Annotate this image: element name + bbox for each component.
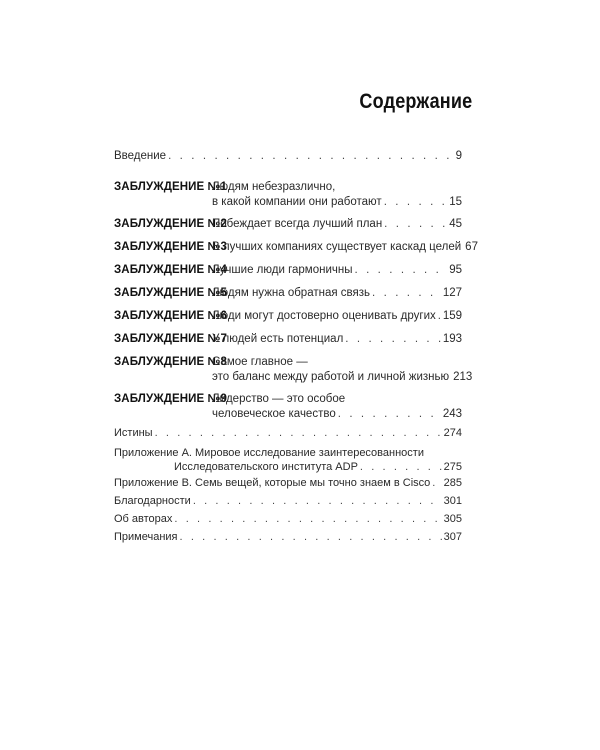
myth-label: ЗАБЛУЖДЕНИЕ №3	[114, 241, 228, 253]
entry-page-number: 213	[453, 370, 473, 383]
entry-page-number: 285	[443, 477, 462, 489]
leader-dots	[155, 427, 442, 440]
toc-entry-myth-7[interactable]	[212, 332, 462, 347]
leader-dots	[438, 309, 441, 324]
entry-title-line-1: Приложение А. Мировое исследование заинтересованности	[114, 447, 424, 459]
entry-title: В лучших компаниях существует каскад целей	[212, 241, 462, 253]
entry-page-number: 95	[449, 264, 462, 276]
toc-entry-notes[interactable]	[114, 531, 462, 544]
entry-page-number: 45	[449, 218, 462, 230]
entry-page-number: 127	[442, 287, 462, 299]
myth-label: ЗАБЛУЖДЕНИЕ №9	[114, 393, 228, 405]
entry-title-line-1: Самое главное —	[212, 356, 308, 368]
myth-label: ЗАБЛУЖДЕНИЕ №8	[114, 356, 228, 368]
toc-entry-myth-6[interactable]	[212, 309, 462, 324]
leader-dots	[174, 513, 441, 526]
entry-title: Лучшие люди гармоничны	[212, 264, 353, 276]
toc-entry-appendix-a[interactable]	[114, 446, 462, 474]
entry-label: Примечания	[114, 531, 178, 543]
leader-dots	[384, 195, 448, 210]
myth-label: ЗАБЛУЖДЕНИЕ №1	[114, 181, 228, 193]
toc-entry-myth-3[interactable]	[212, 240, 478, 255]
entry-page-number: 193	[442, 333, 462, 345]
toc-entry-appendix-b[interactable]	[114, 477, 462, 490]
toc-entry-myth-4[interactable]	[212, 263, 462, 278]
entry-title-line-2: Исследовательского института ADP	[174, 461, 358, 473]
toc-title: Содержание	[359, 90, 472, 113]
toc-entry-myth-1[interactable]	[212, 180, 462, 209]
toc-entry-truths[interactable]	[114, 427, 462, 440]
leader-dots	[372, 286, 441, 301]
entry-page-number: 67	[465, 241, 478, 253]
entry-label: Истины	[114, 427, 153, 439]
entry-title: Побеждает всегда лучший план	[212, 218, 383, 230]
toc-entry-thanks[interactable]	[114, 495, 462, 508]
myth-label: ЗАБЛУЖДЕНИЕ №5	[114, 287, 228, 299]
leader-dots	[345, 332, 441, 347]
toc-entry-myth-2[interactable]	[212, 217, 462, 232]
entry-label: Об авторах	[114, 513, 173, 525]
myth-label: ЗАБЛУЖДЕНИЕ №7	[114, 333, 228, 345]
myth-label: ЗАБЛУЖДЕНИЕ №4	[114, 264, 228, 276]
entry-title-line-2: это баланс между работой и личной жизнью	[212, 370, 450, 383]
toc-entry-authors[interactable]	[114, 513, 462, 526]
entry-title: У людей есть потенциал	[212, 333, 344, 345]
entry-page-number: 275	[443, 461, 462, 473]
toc-entry-intro[interactable]	[114, 150, 462, 163]
entry-label: Приложение В. Семь вещей, которые мы точно знаем в Cisco	[114, 477, 431, 489]
entry-title-line-1: Людям небезразлично,	[212, 181, 336, 193]
toc-entry-myth-5[interactable]	[212, 286, 462, 301]
entry-page-number: 159	[442, 310, 462, 322]
entry-page-number: 15	[449, 195, 462, 208]
leader-dots	[355, 263, 448, 278]
entry-page-number: 9	[455, 150, 462, 162]
entry-page-number: 307	[443, 531, 462, 543]
leader-dots	[432, 477, 441, 490]
entry-page-number: 301	[443, 495, 462, 507]
entry-title-line-2: человеческое качество	[212, 407, 336, 420]
leader-dots	[193, 495, 442, 508]
leader-dots	[384, 217, 447, 232]
leader-dots	[168, 150, 454, 163]
entry-title-line-1: Лидерство — это особое	[212, 393, 346, 405]
leader-dots	[360, 460, 442, 474]
entry-label: Благодарности	[114, 495, 191, 507]
leader-dots	[180, 531, 442, 544]
myth-label: ЗАБЛУЖДЕНИЕ №6	[114, 310, 228, 322]
entry-title-line-2: в какой компании они работают	[212, 195, 382, 208]
myth-label: ЗАБЛУЖДЕНИЕ №2	[114, 218, 228, 230]
leader-dots	[338, 407, 441, 422]
entry-label: Введение	[114, 150, 167, 162]
toc-entry-myth-8[interactable]	[212, 355, 473, 384]
entry-page-number: 243	[442, 407, 462, 420]
entry-page-number: 305	[443, 513, 462, 525]
toc-entry-myth-9[interactable]	[212, 392, 462, 421]
entry-page-number: 274	[443, 427, 462, 439]
entry-title: Людям нужна обратная связь	[212, 287, 371, 299]
entry-title: Люди могут достоверно оценивать других	[212, 310, 436, 322]
